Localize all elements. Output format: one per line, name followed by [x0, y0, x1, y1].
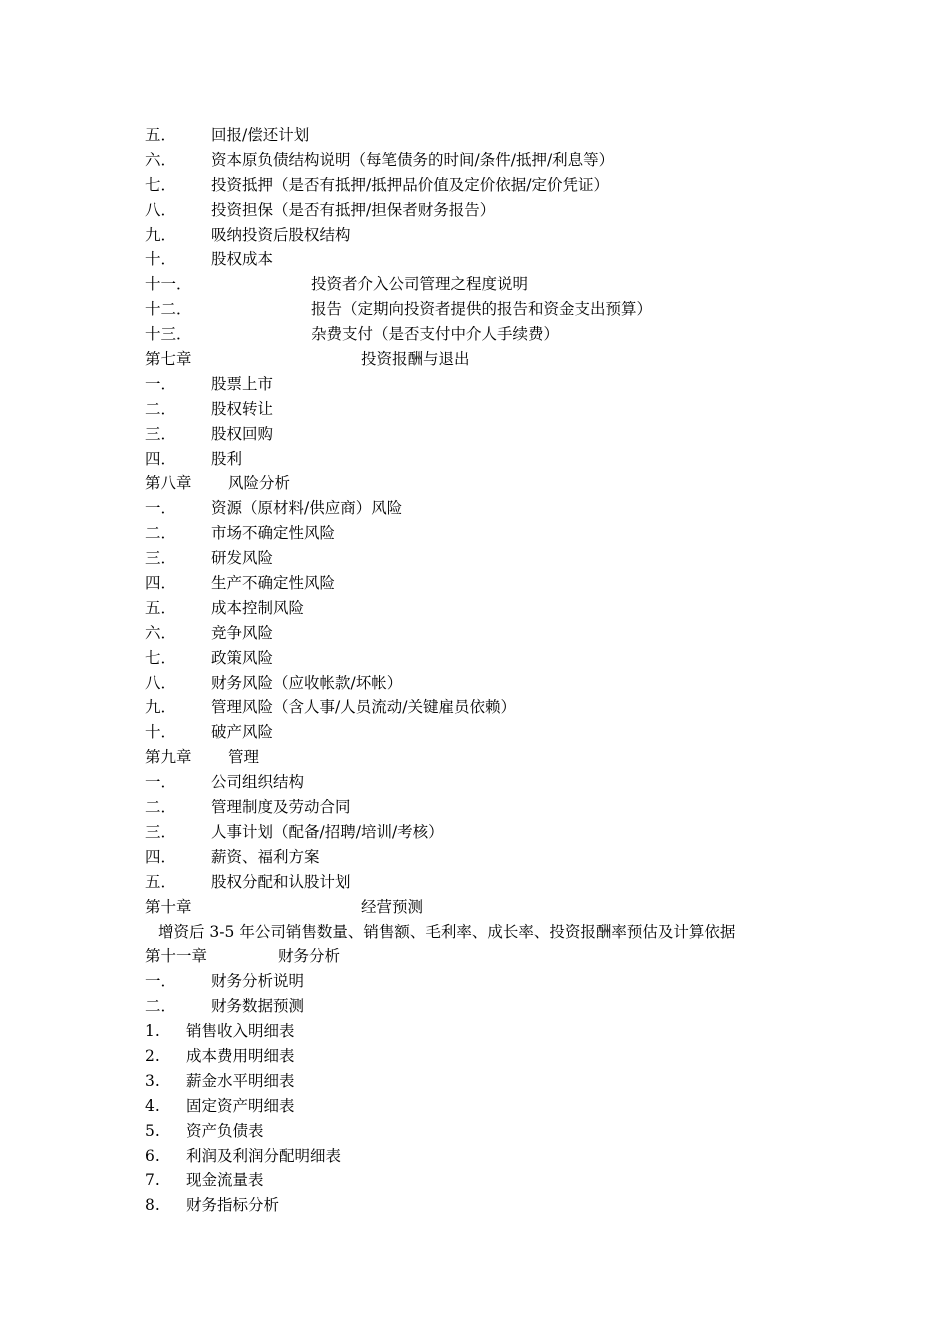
item-text: 投资抵押（是否有抵押/抵押品价值及定价依据/定价凭证）: [211, 175, 609, 194]
item-text: 薪金水平明细表: [186, 1071, 295, 1090]
item-number: 五．: [145, 598, 177, 617]
item-number: 6.: [145, 1146, 160, 1165]
item-text: 资本原负债结构说明（每笔债务的时间/条件/抵押/利息等）: [211, 150, 615, 169]
numbered-item: [0, 1019, 950, 1044]
item-text: 销售收入明细表: [186, 1022, 295, 1041]
outline-item: [0, 646, 950, 671]
outline-list: [0, 123, 950, 1218]
item-text: 财务数据预测: [211, 997, 305, 1016]
chapter-title: 财务分析: [278, 947, 341, 966]
numbered-item: [0, 1069, 950, 1094]
item-number: 三．: [145, 822, 177, 841]
item-text: 管理风险（含人事/人员流动/关键雇员依赖）: [211, 698, 516, 717]
item-number: 8.: [145, 1196, 160, 1215]
item-text: 利润及利润分配明细表: [186, 1146, 342, 1165]
item-number: 十．: [145, 723, 177, 742]
outline-item: [0, 720, 950, 745]
item-text: 固定资产明细表: [186, 1096, 295, 1115]
item-number: 四．: [145, 847, 177, 866]
numbered-item: [0, 1119, 950, 1144]
item-number: 六．: [145, 623, 177, 642]
item-number: 四．: [145, 574, 177, 593]
item-number: 7.: [145, 1171, 160, 1190]
item-text: 竞争风险: [211, 623, 274, 642]
item-text: 破产风险: [211, 723, 274, 742]
outline-item: [0, 223, 950, 248]
item-number: 3.: [145, 1071, 160, 1090]
item-number: 七．: [145, 175, 177, 194]
item-number: 十二．: [145, 300, 192, 319]
outline-item: [0, 496, 950, 521]
outline-item: [0, 247, 950, 272]
outline-item: [0, 198, 950, 223]
item-number: 一．: [145, 972, 177, 991]
item-number: 八．: [145, 200, 177, 219]
item-text: 财务风险（应收帐款/坏帐）: [211, 673, 403, 692]
outline-item: [0, 770, 950, 795]
item-number: 二．: [145, 524, 177, 543]
item-number: 5.: [145, 1121, 160, 1140]
numbered-item: [0, 1193, 950, 1218]
item-text: 成本控制风险: [211, 598, 305, 617]
chapter-heading: [0, 471, 950, 496]
item-text: 股权成本: [211, 250, 274, 269]
chapter-heading: [0, 895, 950, 920]
item-number: 七．: [145, 648, 177, 667]
outline-item: [0, 148, 950, 173]
item-text: 人事计划（配备/招聘/培训/考核）: [211, 822, 444, 841]
item-number: 五．: [145, 126, 177, 144]
item-text: 股票上市: [211, 374, 274, 393]
outline-item: [0, 671, 950, 696]
item-text: 股利: [211, 449, 243, 468]
item-text: 研发风险: [211, 549, 274, 568]
item-text: 财务指标分析: [186, 1196, 280, 1215]
outline-item: [0, 820, 950, 845]
item-text: 报告（定期向投资者提供的报告和资金支出预算）: [311, 300, 653, 319]
item-text: 现金流量表: [186, 1171, 264, 1190]
item-number: 六．: [145, 150, 177, 169]
item-number: 二．: [145, 997, 177, 1016]
item-number: 十三．: [145, 325, 192, 344]
item-number: 一．: [145, 499, 177, 518]
item-text: 股权转让: [211, 399, 274, 418]
outline-item: [0, 397, 950, 422]
chapter-number: 第十一章: [145, 947, 208, 966]
item-number: 1.: [145, 1022, 160, 1041]
item-number: 十．: [145, 250, 177, 269]
outline-item: [0, 322, 950, 347]
outline-item: [0, 272, 950, 297]
chapter-number: 第十章: [145, 897, 192, 916]
item-number: 三．: [145, 424, 177, 443]
outline-item: [0, 795, 950, 820]
outline-item: [0, 173, 950, 198]
chapter-title: 投资报酬与退出: [361, 350, 470, 369]
item-text: 回报/偿还计划: [211, 126, 310, 144]
item-text: 市场不确定性风险: [211, 524, 336, 543]
chapter-heading: [0, 944, 950, 969]
outline-item: [0, 123, 950, 148]
outline-item: [0, 695, 950, 720]
outline-item: [0, 596, 950, 621]
item-text: 资产负债表: [186, 1121, 264, 1140]
outline-item: [0, 521, 950, 546]
numbered-item: [0, 1044, 950, 1069]
item-number: 2.: [145, 1046, 160, 1065]
numbered-item: [0, 1094, 950, 1119]
item-text: 股权回购: [211, 424, 274, 443]
outline-item: [0, 297, 950, 322]
item-text: 杂费支付（是否支付中介人手续费）: [311, 325, 560, 344]
item-number: 一．: [145, 374, 177, 393]
item-text: 管理制度及劳动合同: [211, 798, 351, 817]
item-text: 生产不确定性风险: [211, 574, 336, 593]
chapter-number: 第九章: [145, 748, 192, 767]
item-text: 成本费用明细表: [186, 1046, 295, 1065]
outline-item: [0, 571, 950, 596]
item-text: 财务分析说明: [211, 972, 305, 991]
item-text: 吸纳投资后股权结构: [211, 225, 351, 244]
chapter-number: 第八章: [145, 474, 192, 493]
item-number: 二．: [145, 399, 177, 418]
item-number: 九．: [145, 698, 177, 717]
chapter-number: 第七章: [145, 350, 192, 369]
item-number: 四．: [145, 449, 177, 468]
item-text: 投资者介入公司管理之程度说明: [311, 275, 529, 294]
chapter-heading: [0, 347, 950, 372]
paragraph-text: 增资后 3-5 年公司销售数量、销售额、毛利率、成长率、投资报酬率预估及计算依据: [158, 922, 736, 941]
item-number: 一．: [145, 773, 177, 792]
item-number: 五．: [145, 872, 177, 891]
numbered-item: [0, 1168, 950, 1193]
outline-item: [0, 621, 950, 646]
chapter-heading: [0, 745, 950, 770]
item-number: 三．: [145, 549, 177, 568]
chapter-title: 经营预测: [361, 897, 424, 916]
outline-item: [0, 994, 950, 1019]
chapter-title: 管理: [228, 748, 260, 767]
item-number: 二．: [145, 798, 177, 817]
item-number: 九．: [145, 225, 177, 244]
outline-item: [0, 870, 950, 895]
outline-item: [0, 422, 950, 447]
item-text: 公司组织结构: [211, 773, 305, 792]
item-number: 4.: [145, 1096, 160, 1115]
numbered-item: [0, 1144, 950, 1169]
item-text: 政策风险: [211, 648, 274, 667]
item-text: 薪资、福利方案: [211, 847, 320, 866]
item-text: 资源（原材料/供应商）风险: [211, 499, 403, 518]
chapter-title: 风险分析: [228, 474, 291, 493]
outline-item: [0, 845, 950, 870]
outline-item: [0, 447, 950, 472]
item-number: 八．: [145, 673, 177, 692]
body-paragraph: [0, 920, 950, 945]
item-number: 十一．: [145, 275, 192, 294]
outline-item: [0, 969, 950, 994]
item-text: 股权分配和认股计划: [211, 872, 351, 891]
outline-item: [0, 372, 950, 397]
item-text: 投资担保（是否有抵押/担保者财务报告）: [211, 200, 496, 219]
outline-item: [0, 546, 950, 571]
